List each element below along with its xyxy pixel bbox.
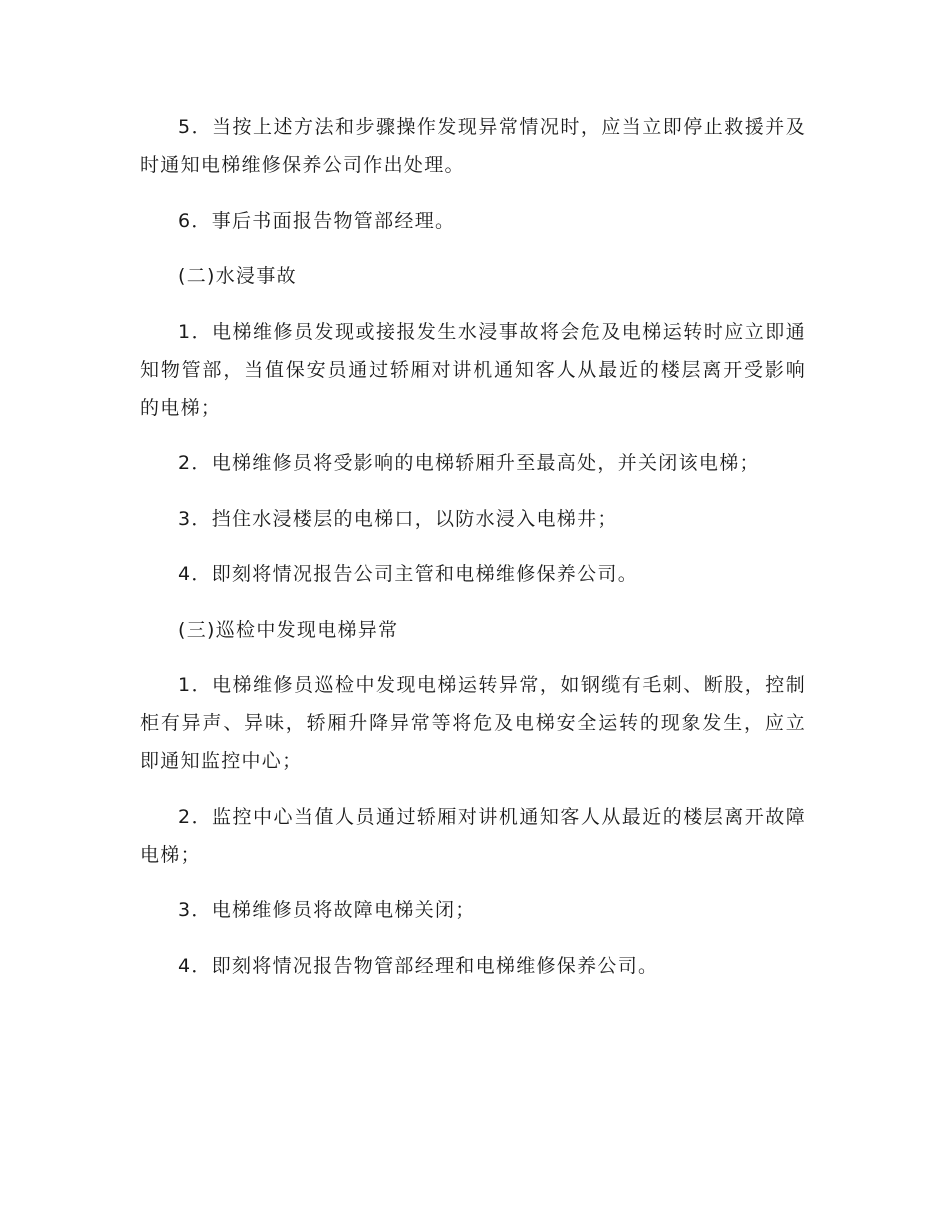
document-body bbox=[140, 108, 806, 1002]
paragraph-rescue-step-5: 5．当按上述方法和步骤操作发现异常情况时，应当立即停止救援并及时通知电梯维修保养公司作出处理。 bbox=[140, 116, 806, 176]
paragraph-inspection-step-3: 3．电梯维修员将故障电梯关闭； bbox=[178, 899, 476, 921]
paragraph-flooding-step-4: 4．即刻将情况报告公司主管和电梯维修保养公司。 bbox=[178, 563, 638, 585]
paragraph-inspection-step-2: 2．监控中心当值人员通过轿厢对讲机通知客人从最近的楼层离开故障电梯； bbox=[140, 805, 806, 866]
paragraph-rescue-step-6: 6．事后书面报告物管部经理。 bbox=[178, 209, 456, 232]
paragraph-inspection-step-1: 1．电梯维修员巡检中发现电梯运转异常，如钢缆有毛刺、断股，控制柜有异声、异味，轿厢升降异常等将危及电梯安全运转的现象发生，应立即通知监控中心； bbox=[140, 674, 806, 772]
paragraph-flooding-step-2: 2．电梯维修员将受影响的电梯轿厢升至最高处，并关闭该电梯； bbox=[178, 452, 760, 474]
paragraph-flooding-step-3: 3．挡住水浸楼层的电梯口，以防水浸入电梯井； bbox=[178, 507, 618, 530]
paragraph-flooding-step-1: 1．电梯维修员发现或接报发生水浸事故将会危及电梯运转时应立即通知物管部，当值保安员通过轿厢对讲机通知客人从最近的楼层离开受影响的电梯； bbox=[140, 320, 806, 419]
paragraph-inspection-step-4: 4．即刻将情况报告物管部经理和电梯维修保养公司。 bbox=[178, 954, 659, 977]
section-heading-inspection-anomaly: (三)巡检中发现电梯异常 bbox=[178, 618, 399, 641]
section-heading-water-flooding: (二)水浸事故 bbox=[178, 265, 297, 287]
